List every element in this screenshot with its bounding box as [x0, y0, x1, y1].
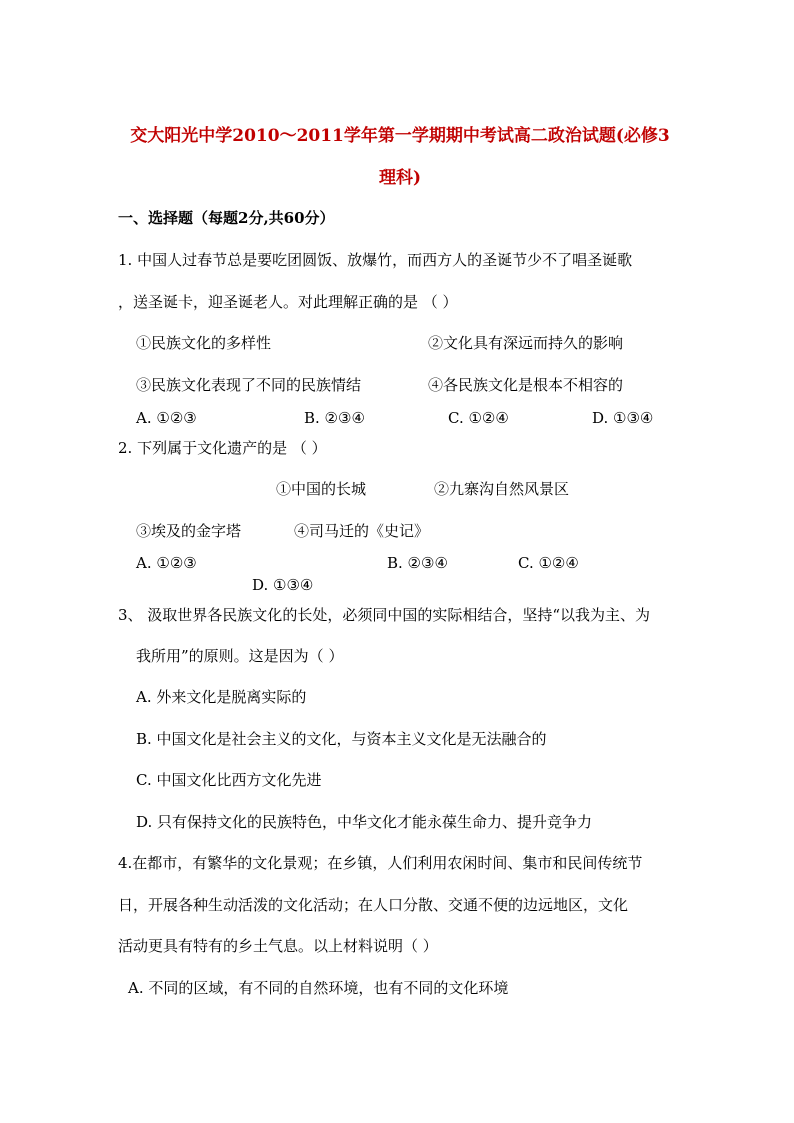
- q1-statement-1: ①民族文化的多样性: [136, 334, 272, 352]
- q1-stem-line2: ，送圣诞卡，迎圣诞老人。对此理解正确的是 （ ）: [118, 293, 458, 311]
- q1-statement-4: ④各民族文化是根本不相容的: [428, 376, 624, 394]
- q3-option-a: A. 外来文化是脱离实际的: [136, 688, 307, 706]
- q2-option-a: A. ①②③: [136, 554, 197, 572]
- section-heading: 一、选择题（每题2分,共60分）: [118, 209, 335, 227]
- q1-statement-3: ③民族文化表现了不同的民族情结: [136, 376, 362, 394]
- q3-option-b: B. 中国文化是社会主义的文化，与资本主义文化是无法融合的: [136, 730, 547, 748]
- q1-stem-line1: 1. 中国人过春节总是要吃团圆饭、放爆竹，而西方人的圣诞节少不了唱圣诞歌: [118, 251, 633, 269]
- q4-stem-line2: 日，开展各种生动活泼的文化活动；在人口分散、交通不便的边远地区，文化: [118, 896, 629, 914]
- q3-stem-line2: 我所用”的原则。这是因为（ ）: [136, 647, 344, 665]
- q1-option-d: D. ①③④: [592, 409, 654, 427]
- q2-statement-1: ①中国的长城: [276, 480, 367, 498]
- q3-stem-line1: 3、 汲取世界各民族文化的长处，必须同中国的实际相结合，坚持“以我为主、为: [118, 606, 650, 624]
- exam-title-line1: 交大阳光中学2010～2011学年第一学期期中考试高二政治试题(必修3: [130, 126, 670, 146]
- q2-option-c: C. ①②④: [518, 554, 579, 572]
- q2-statement-2: ②九寨沟自然风景区: [434, 480, 570, 498]
- q1-option-a: A. ①②③: [136, 409, 197, 427]
- q2-stem: 2. 下列属于文化遗产的是 （ ）: [118, 439, 327, 457]
- q2-statement-4: ④司马迁的《史记》: [294, 522, 430, 540]
- q1-statement-2: ②文化具有深远而持久的影响: [428, 334, 624, 352]
- q4-option-a: A. 不同的区域，有不同的自然环境，也有不同的文化环境: [128, 979, 509, 997]
- q4-stem-line1: 4.在都市，有繁华的文化景观；在乡镇，人们利用农闲时间、集市和民间传统节: [118, 854, 643, 872]
- exam-title-line2: 理科): [378, 168, 422, 188]
- q1-option-b: B. ②③④: [304, 409, 365, 427]
- q2-option-d: D. ①③④: [252, 576, 314, 594]
- q4-stem-line3: 活动更具有特有的乡土气息。以上材料说明（ ）: [118, 937, 438, 955]
- q1-option-c: C. ①②④: [448, 409, 509, 427]
- q3-option-d: D. 只有保持文化的民族特色，中华文化才能永葆生命力、提升竞争力: [136, 813, 593, 831]
- q2-option-b: B. ②③④: [387, 554, 448, 572]
- q3-option-c: C. 中国文化比西方文化先进: [136, 771, 322, 789]
- q2-statement-3: ③埃及的金字塔: [136, 522, 242, 540]
